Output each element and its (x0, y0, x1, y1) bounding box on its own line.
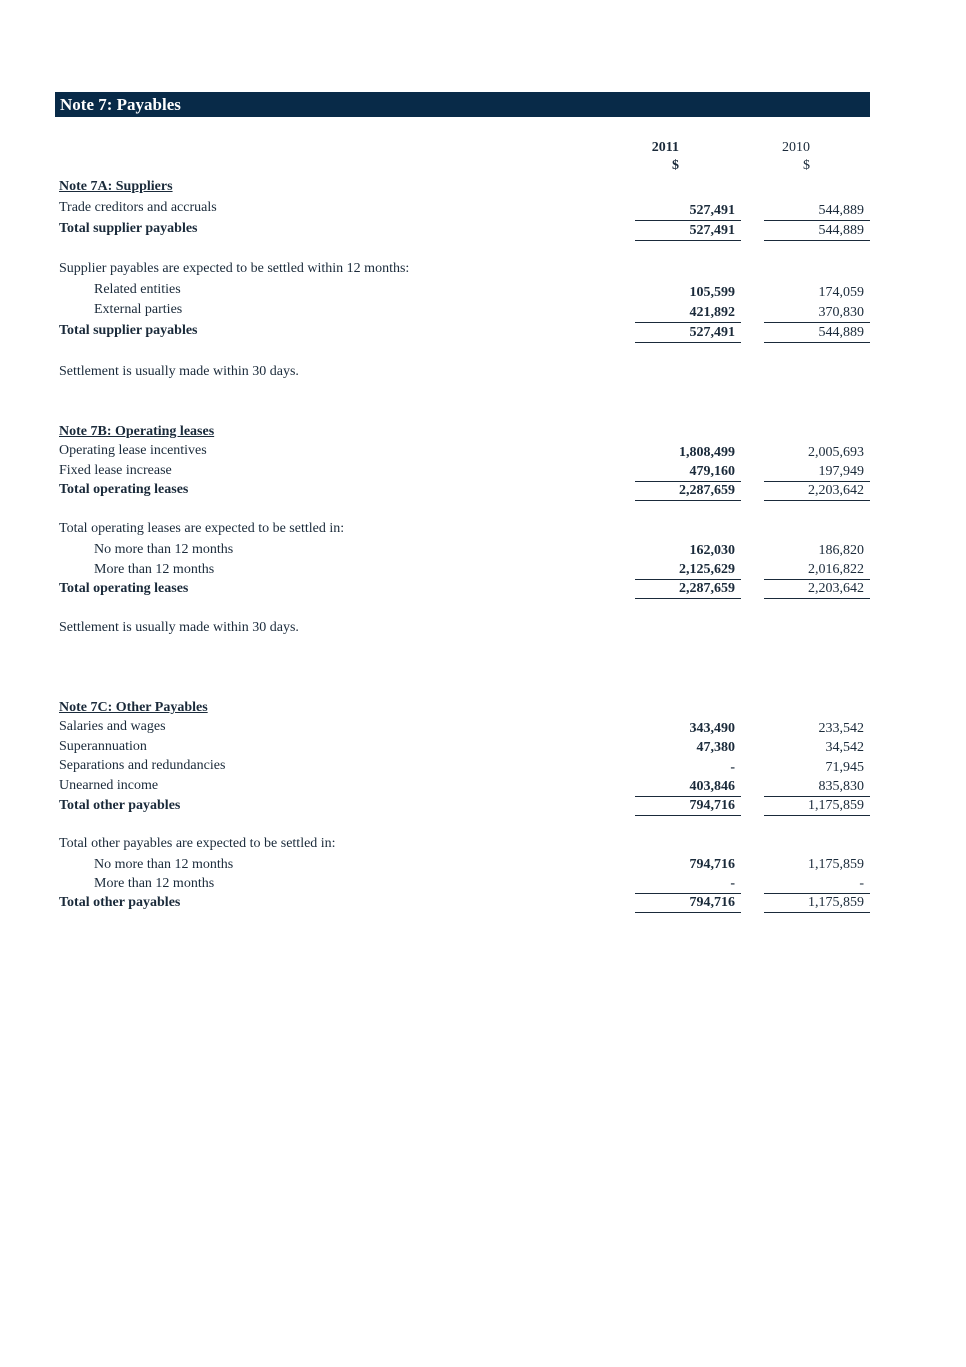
row-label: Separations and redundancies (59, 758, 226, 773)
value-2010: 197,949 (764, 464, 870, 482)
total-row (59, 581, 870, 601)
unit-2010: $ (803, 158, 810, 173)
page-title: Note 7: Payables (55, 92, 870, 117)
settlement-note (59, 620, 870, 640)
note-text: Settlement is usually made within 30 days. (59, 620, 299, 635)
intro-text: Total other payables are expected to be settled in: (59, 836, 336, 851)
row-label: More than 12 months (94, 876, 215, 891)
value-2011: 105,599 (689, 285, 735, 300)
value-2011: 479,160 (635, 464, 741, 482)
value-2010: 233,542 (818, 721, 864, 736)
value-2011: 403,846 (635, 779, 741, 797)
value-2011: 1,808,499 (679, 445, 735, 460)
value-2011: 47,380 (696, 740, 735, 755)
value-2010: 544,889 (764, 223, 870, 241)
settlement-intro (59, 836, 870, 856)
value-2010: 1,175,859 (764, 895, 870, 913)
intro-text: Supplier payables are expected to be settled within 12 months: (59, 261, 410, 276)
table-row (59, 857, 870, 877)
table-row (59, 282, 870, 302)
row-label: Salaries and wages (59, 719, 166, 734)
value-2010: 34,542 (825, 740, 864, 755)
row-label: Superannuation (59, 739, 147, 754)
value-2010: 71,945 (825, 760, 864, 775)
row-label: No more than 12 months (94, 857, 234, 872)
value-2010: 1,175,859 (764, 798, 870, 816)
value-2011: - (635, 876, 741, 894)
row-label: More than 12 months (94, 562, 215, 577)
total-row (59, 221, 870, 241)
row-label: External parties (94, 302, 183, 317)
table-row (59, 443, 870, 463)
value-2011: 2,287,659 (635, 483, 741, 501)
value-2010: 2,203,642 (764, 581, 870, 599)
value-2010: 1,175,859 (808, 857, 864, 872)
total-row (59, 323, 870, 343)
table-row (59, 302, 870, 322)
value-2010: 2,016,822 (764, 562, 870, 580)
section-heading-suppliers (59, 179, 870, 199)
settlement-note (59, 364, 870, 384)
unit-2011: $ (672, 158, 679, 173)
value-2011: 527,491 (635, 203, 741, 221)
value-2010: 2,005,693 (808, 445, 864, 460)
table-row (59, 542, 870, 562)
table-row (59, 758, 870, 778)
row-label: Fixed lease increase (59, 463, 172, 478)
table-row (59, 739, 870, 759)
row-label: Unearned income (59, 778, 159, 793)
heading-label: Note 7A: Suppliers (59, 179, 173, 194)
row-label: Total operating leases (59, 482, 189, 497)
total-row (59, 895, 870, 915)
value-2011: 794,716 (689, 857, 735, 872)
row-label: Total supplier payables (59, 221, 198, 236)
total-row (59, 798, 870, 818)
row-label: Trade creditors and accruals (59, 200, 217, 215)
table-row (59, 200, 870, 220)
table-row (59, 719, 870, 739)
value-2010: 544,889 (764, 325, 870, 343)
value-2011: 2,287,659 (635, 581, 741, 599)
value-2011: 527,491 (635, 223, 741, 241)
intro-text: Total operating leases are expected to be settled in: (59, 521, 345, 536)
table-row (59, 778, 870, 798)
heading-label: Note 7B: Operating leases (59, 424, 215, 439)
value-2011: 794,716 (635, 895, 741, 913)
row-label: Total operating leases (59, 581, 189, 596)
table-row (59, 876, 870, 896)
value-2011: - (730, 760, 735, 775)
row-label: Total other payables (59, 798, 181, 813)
value-2011: 343,490 (689, 721, 735, 736)
year-2011: 2011 (651, 140, 679, 155)
value-2011: 2,125,629 (635, 562, 741, 580)
table-row (59, 562, 870, 582)
settlement-intro (59, 261, 870, 281)
value-2010: 174,059 (818, 285, 864, 300)
row-label: Total supplier payables (59, 323, 198, 338)
heading-label: Note 7C: Other Payables (59, 700, 208, 715)
row-label: Related entities (94, 282, 181, 297)
value-2010: 370,830 (764, 305, 870, 323)
value-2010: 544,889 (764, 203, 870, 221)
year-2010: 2010 (782, 140, 810, 155)
row-label: Operating lease incentives (59, 443, 207, 458)
total-row (59, 482, 870, 502)
value-2010: 835,830 (764, 779, 870, 797)
section-heading-other (59, 700, 870, 720)
row-label: Total other payables (59, 895, 181, 910)
section-heading-leases (59, 424, 870, 444)
note-text: Settlement is usually made within 30 days. (59, 364, 299, 379)
value-2011: 421,892 (635, 305, 741, 323)
value-2011: 162,030 (689, 543, 735, 558)
value-2010: 186,820 (818, 543, 864, 558)
table-row (59, 463, 870, 483)
settlement-intro (59, 521, 870, 541)
value-2011: 794,716 (635, 798, 741, 816)
row-label: No more than 12 months (94, 542, 234, 557)
value-2010: 2,203,642 (764, 483, 870, 501)
value-2010: - (764, 876, 870, 894)
value-2011: 527,491 (635, 325, 741, 343)
